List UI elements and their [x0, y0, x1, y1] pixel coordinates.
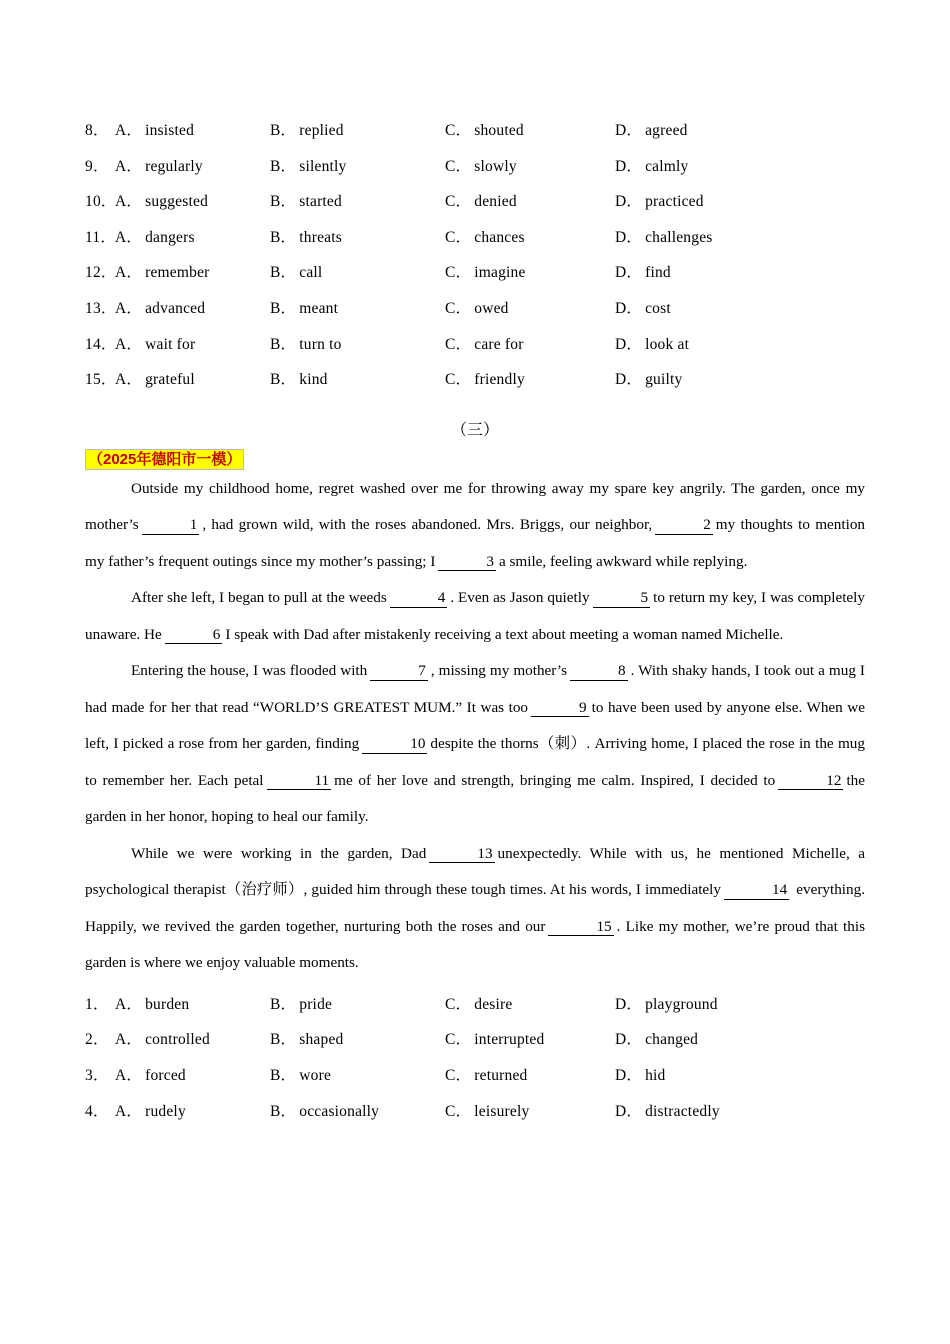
choice-letter-a: A．: [115, 193, 143, 211]
option-choice-c: [445, 1027, 615, 1049]
choice-letter-a: A．: [115, 264, 143, 282]
choice-text: friendly: [474, 371, 525, 389]
option-choice-a: [115, 189, 270, 211]
choice-text: slowly: [474, 157, 517, 175]
choice-letter-d: D．: [615, 228, 643, 246]
text-run: to have been used by anyone: [591, 698, 771, 716]
choice-text: shouted: [474, 122, 524, 139]
choice-text: calmly: [645, 157, 689, 175]
answer-blank-4[interactable]: 4: [390, 590, 448, 608]
text-run: , had grown wild, with the roses abandoned. Mrs. Briggs, our neighbor,: [202, 516, 653, 534]
choice-letter-c: C．: [445, 1031, 472, 1049]
answer-blank-6[interactable]: 6: [165, 627, 223, 645]
choice-letter-b: B．: [270, 228, 297, 246]
passage-paragraph-4: [85, 836, 865, 982]
choice-text: kind: [299, 371, 328, 389]
choice-text: care for: [474, 335, 524, 353]
option-choice-d: [615, 1027, 775, 1049]
option-choice-b: [270, 992, 445, 1014]
choice-letter-b: B．: [270, 1066, 297, 1084]
choice-text: desire: [474, 995, 513, 1013]
option-number: 1．: [85, 995, 109, 1013]
answer-blank-12[interactable]: 12: [778, 773, 843, 791]
choice-text: wait for: [145, 335, 196, 353]
text-run: we’re proud that this garden is where we enjoy valuable moments.: [85, 917, 865, 972]
choice-letter-d: D．: [615, 995, 643, 1013]
option-choice-c: [445, 189, 615, 211]
option-row: [85, 1027, 865, 1063]
cloze-passage: [85, 471, 865, 982]
choice-letter-c: C．: [445, 371, 472, 389]
choice-letter-a: A．: [115, 1066, 143, 1084]
answer-blank-2[interactable]: 2: [655, 517, 713, 535]
choice-letter-b: B．: [270, 1031, 297, 1049]
option-choice-a: [115, 1099, 270, 1121]
option-choice-c: [445, 260, 615, 282]
choice-letter-d: D．: [615, 371, 643, 389]
text-run: After she left, I began to pull at the weeds: [131, 589, 387, 607]
option-choice-c: [445, 154, 615, 176]
choice-text: leisurely: [474, 1102, 530, 1120]
option-number: 4．: [85, 1102, 109, 1120]
option-choice-a: [115, 992, 270, 1014]
choice-text: practiced: [645, 193, 704, 211]
answer-blank-5[interactable]: 5: [593, 590, 651, 608]
choice-letter-c: C．: [445, 264, 472, 282]
choice-text: cost: [645, 299, 671, 317]
option-number: 2．: [85, 1031, 109, 1049]
option-choice-b: [270, 1099, 445, 1121]
choice-letter-b: B．: [270, 122, 297, 139]
choice-letter-c: C．: [445, 995, 472, 1013]
text-run: . Even as Jason quietly: [450, 589, 590, 607]
choice-letter-d: D．: [615, 1102, 643, 1120]
choice-letter-d: D．: [615, 1031, 643, 1049]
choice-letter-d: D．: [615, 264, 643, 282]
answer-blank-3[interactable]: 3: [438, 554, 496, 572]
option-choice-b: [270, 225, 445, 247]
text-run: else. When we left, I picked a rose from her garden, finding: [85, 698, 865, 753]
choice-letter-a: A．: [115, 122, 143, 139]
text-run: to return my key, I was: [653, 589, 794, 607]
text-run: despite the thorns（刺）. Arriving home, I: [430, 735, 699, 753]
option-row: [85, 1099, 865, 1135]
choice-text: distractedly: [645, 1102, 720, 1120]
choice-letter-b: B．: [270, 157, 297, 175]
option-number: 3．: [85, 1066, 109, 1084]
choice-letter-c: C．: [445, 193, 472, 211]
option-row: [85, 992, 865, 1028]
text-run: the garden in her honor, hoping to heal our family.: [85, 771, 865, 826]
option-choice-d: [615, 225, 775, 247]
choice-text: imagine: [474, 264, 526, 282]
option-choice-b: [270, 367, 445, 389]
option-row: [85, 154, 865, 190]
choice-text: chances: [474, 228, 525, 246]
option-choice-c: [445, 1099, 615, 1121]
option-choice-d: [615, 992, 775, 1014]
text-run: Outside my childhood home, regret washed over me for throwing away my spare key angrily. The garden,: [131, 479, 806, 497]
text-run: mug I had made for her that read “WORLD’S GREATEST MUM.” It was too: [85, 662, 865, 716]
text-run: once my mother’s: [85, 479, 866, 534]
answer-blank-15[interactable]: 15: [548, 919, 613, 937]
option-number: 12．: [85, 264, 117, 282]
option-choice-c: [445, 118, 615, 140]
choice-letter-a: A．: [115, 299, 143, 317]
choice-text: insisted: [145, 122, 195, 139]
choice-text: guilty: [645, 371, 683, 389]
option-choice-a: [115, 154, 270, 176]
option-choice-c: [445, 296, 615, 318]
passage-paragraph-2: [85, 580, 865, 653]
option-choice-a: [115, 225, 270, 247]
option-choice-b: [270, 332, 445, 354]
choice-text: silently: [299, 157, 347, 175]
choice-letter-c: C．: [445, 1066, 472, 1084]
choice-letter-d: D．: [615, 193, 643, 211]
choice-text: hid: [645, 1066, 666, 1084]
answer-blank-7[interactable]: 7: [370, 663, 428, 681]
text-run: a smile, feeling awkward while: [498, 552, 690, 570]
choice-letter-b: B．: [270, 299, 297, 317]
text-run: Inspired, I decided to: [640, 771, 776, 789]
option-choice-b: [270, 154, 445, 176]
choice-text: wore: [299, 1066, 332, 1084]
option-choice-a: [115, 260, 270, 282]
choice-letter-a: A．: [115, 157, 143, 175]
choice-text: regularly: [145, 157, 203, 175]
choice-letter-a: A．: [115, 228, 143, 246]
text-run: While we were working in the garden, Dad: [131, 844, 427, 862]
option-choice-d: [615, 1099, 775, 1121]
option-number: 10．: [85, 193, 117, 211]
choice-letter-d: D．: [615, 299, 643, 317]
text-run: unexpectedly. While with us, he mentioned Michelle, a: [497, 844, 866, 862]
option-choice-a: [115, 118, 270, 140]
choice-text: owed: [474, 299, 509, 317]
choice-text: started: [299, 193, 342, 211]
text-run: . Like my mother,: [616, 917, 730, 935]
choice-text: grateful: [145, 371, 195, 389]
choice-text: agreed: [645, 122, 688, 139]
text-run: everything. Happily, we revived the garden together, nurturing both the roses and our: [85, 881, 865, 935]
choice-text: turn to: [299, 335, 342, 353]
option-choice-a: [115, 332, 270, 354]
option-choice-d: [615, 189, 775, 211]
choice-letter-c: C．: [445, 122, 472, 139]
choice-text: threats: [299, 228, 342, 246]
text-run: , missing my mother’s: [430, 662, 568, 680]
option-choice-d: [615, 154, 775, 176]
option-choice-d: [615, 296, 775, 318]
option-choice-c: [445, 367, 615, 389]
choice-text: look at: [645, 335, 690, 353]
text-run: Entering the house, I was flooded with: [131, 662, 368, 680]
option-choice-a: [115, 296, 270, 318]
choice-text: challenges: [645, 228, 713, 246]
option-row: [85, 1063, 865, 1099]
text-run: completely unaware. He: [85, 589, 865, 643]
option-row: [85, 225, 865, 261]
choice-text: rudely: [145, 1102, 186, 1120]
choice-text: playground: [645, 995, 718, 1013]
choice-text: find: [645, 264, 671, 282]
choice-letter-c: C．: [445, 1102, 472, 1120]
option-row: [85, 118, 865, 154]
option-choice-d: [615, 332, 775, 354]
option-choice-a: [115, 1027, 270, 1049]
answer-blank-8[interactable]: 8: [570, 663, 628, 681]
answer-blank-9[interactable]: 9: [531, 700, 589, 718]
choice-text: returned: [474, 1066, 528, 1084]
option-number: 14．: [85, 335, 117, 353]
answer-blank-1[interactable]: 1: [142, 517, 200, 535]
option-choice-d: [615, 260, 775, 282]
option-choice-b: [270, 260, 445, 282]
text-run: I speak with Dad after mistakenly receiving a text about meeting a woman named: [225, 625, 722, 643]
choice-text: forced: [145, 1066, 186, 1084]
option-row: [85, 367, 865, 403]
choice-text: pride: [299, 995, 333, 1013]
option-number: 15．: [85, 371, 117, 389]
option-choice-c: [445, 332, 615, 354]
choice-letter-d: D．: [615, 335, 643, 353]
option-choice-b: [270, 296, 445, 318]
text-run: my thoughts: [715, 516, 793, 534]
text-run: replying.: [692, 552, 748, 570]
option-choice-d: [615, 1063, 775, 1085]
option-choice-c: [445, 1063, 615, 1085]
source-tag: （2025年德阳市一模）: [85, 449, 244, 470]
choice-letter-b: B．: [270, 193, 297, 211]
choice-text: controlled: [145, 1031, 210, 1049]
choice-text: dangers: [145, 228, 195, 246]
bottom-options-list: [85, 992, 865, 1134]
choice-letter-d: D．: [615, 157, 643, 175]
source-tag-line: [85, 448, 865, 469]
choice-letter-a: A．: [115, 1102, 143, 1120]
choice-letter-d: D．: [615, 122, 643, 139]
choice-text: suggested: [145, 193, 209, 211]
option-choice-b: [270, 189, 445, 211]
option-choice-c: [445, 225, 615, 247]
text-run: to mention my father’s frequent outings since my mother’s passing; I: [85, 516, 866, 570]
choice-letter-b: B．: [270, 371, 297, 389]
option-number: 9．: [85, 157, 109, 175]
choice-text: shaped: [299, 1031, 344, 1049]
answer-blank-11[interactable]: 11: [267, 773, 332, 791]
text-run: psychological therapist（治疗师）, guided him through these tough times. At his words, I immediately: [85, 881, 721, 899]
passage-paragraph-3: [85, 653, 865, 836]
section-marker: （三）: [450, 421, 499, 439]
option-choice-a: [115, 1063, 270, 1085]
option-choice-c: [445, 992, 615, 1014]
choice-text: replied: [299, 122, 344, 139]
choice-letter-c: C．: [445, 299, 472, 317]
choice-text: burden: [145, 995, 190, 1013]
choice-letter-b: B．: [270, 264, 297, 282]
choice-text: changed: [645, 1031, 699, 1049]
choice-text: interrupted: [474, 1031, 545, 1049]
choice-letter-b: B．: [270, 1102, 297, 1120]
choice-letter-b: B．: [270, 995, 297, 1013]
choice-text: occasionally: [299, 1102, 380, 1120]
text-run: me of her love and strength, bringing me calm.: [334, 771, 635, 789]
text-run: . With shaky hands, I took out a: [630, 662, 825, 680]
passage-paragraph-1: [85, 471, 865, 581]
option-choice-d: [615, 367, 775, 389]
option-row: [85, 189, 865, 225]
choice-letter-c: C．: [445, 228, 472, 246]
text-run: placed the rose in the mug to remember her. Each petal: [85, 735, 865, 789]
answer-blank-13[interactable]: 13: [429, 846, 494, 864]
choice-letter-a: A．: [115, 995, 143, 1013]
option-number: 8．: [85, 122, 109, 139]
choice-letter-d: D．: [615, 1066, 643, 1084]
top-options-list: [85, 118, 865, 403]
option-number: 11．: [85, 228, 117, 246]
choice-text: remember: [145, 264, 210, 282]
option-row: [85, 260, 865, 296]
choice-letter-a: A．: [115, 371, 143, 389]
choice-letter-b: B．: [270, 335, 297, 353]
option-choice-b: [270, 1027, 445, 1049]
option-choice-b: [270, 118, 445, 140]
option-choice-b: [270, 1063, 445, 1085]
choice-letter-a: A．: [115, 335, 143, 353]
choice-letter-c: C．: [445, 335, 472, 353]
choice-text: advanced: [145, 299, 206, 317]
answer-blank-10[interactable]: 10: [362, 736, 427, 754]
option-choice-a: [115, 367, 270, 389]
choice-text: call: [299, 264, 323, 282]
choice-letter-c: C．: [445, 157, 472, 175]
text-run: Michelle.: [725, 625, 784, 643]
option-choice-d: [615, 118, 775, 140]
option-number: 13．: [85, 299, 117, 317]
option-row: [85, 332, 865, 368]
choice-text: denied: [474, 193, 517, 211]
choice-letter-a: A．: [115, 1031, 143, 1049]
answer-blank-14[interactable]: 14: [724, 882, 789, 900]
choice-text: meant: [299, 299, 339, 317]
option-row: [85, 296, 865, 332]
